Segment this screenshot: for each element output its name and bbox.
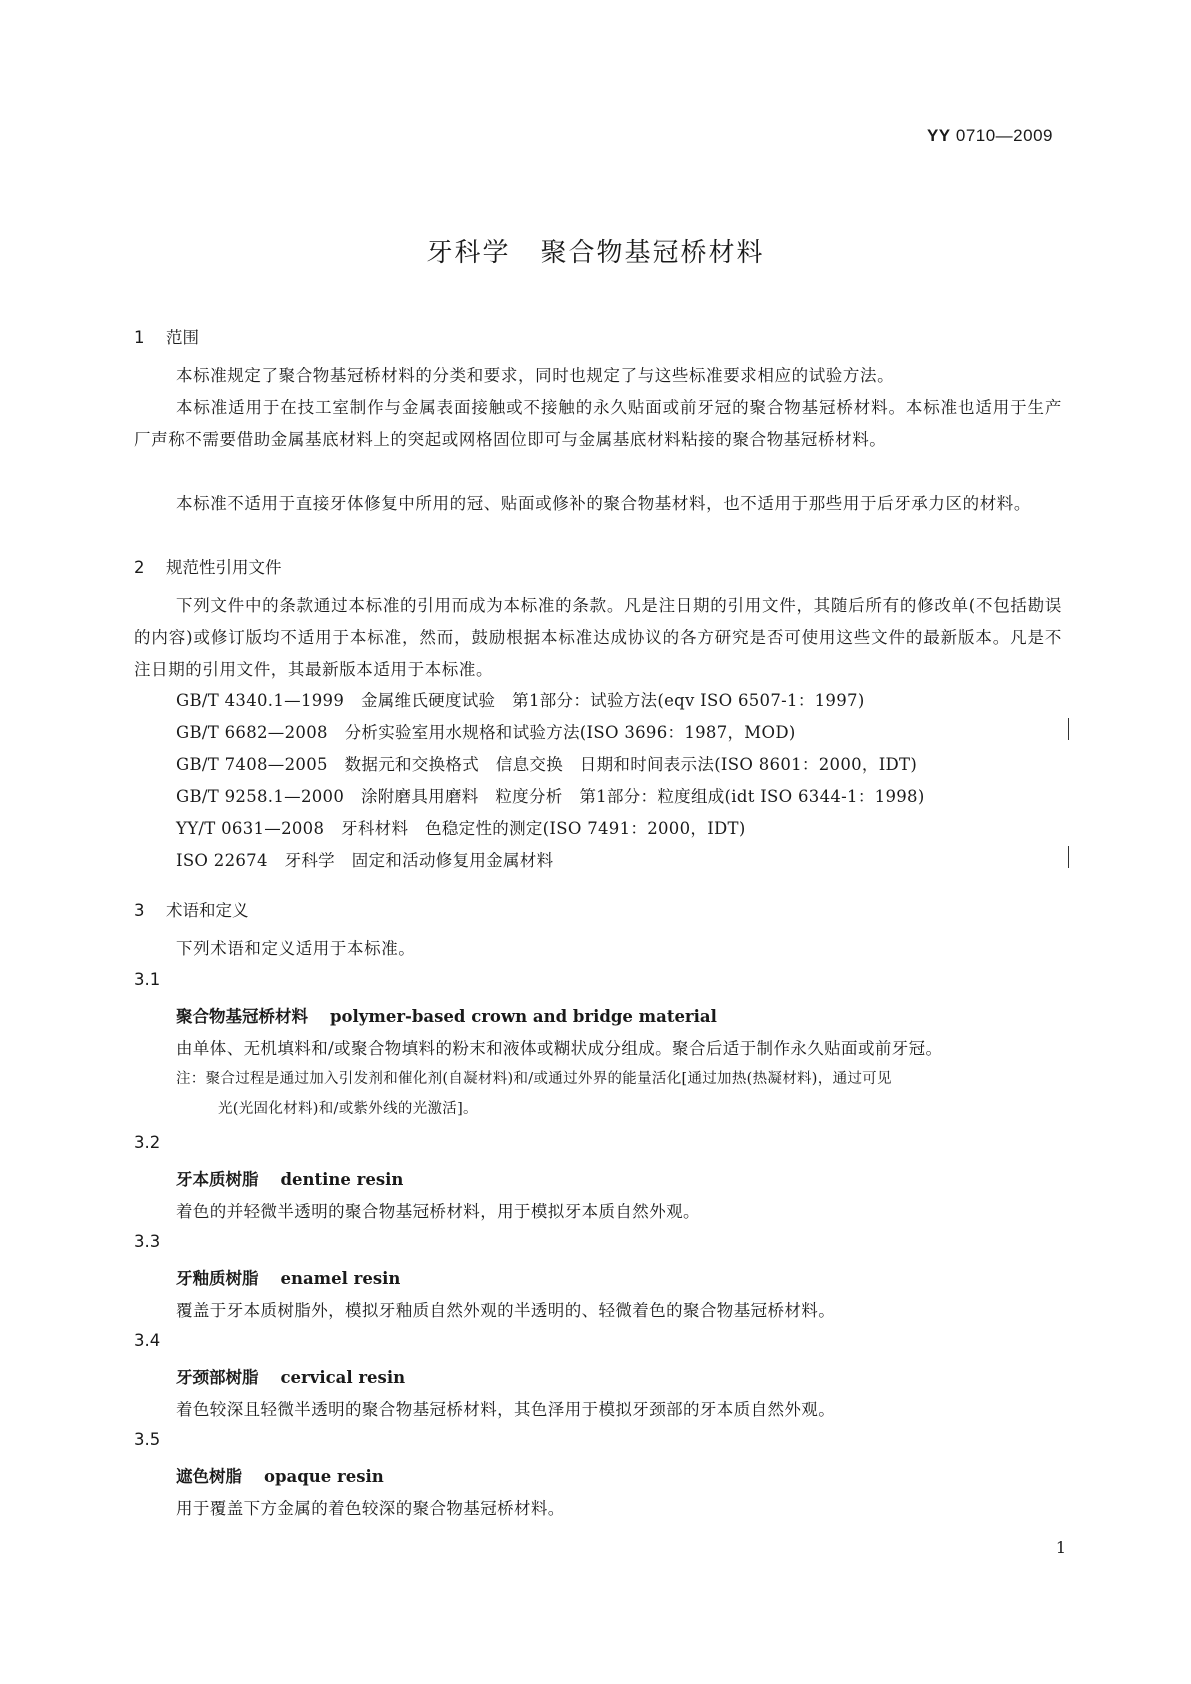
note-line: 光(光固化材料)和/或紫外线的光激活]。	[218, 1101, 478, 1117]
reference-item: GB/T 6682—2008 分析实验室用水规格和试验方法(ISO 3696：1987，MOD)	[176, 723, 796, 742]
term-en: opaque resin	[264, 1467, 384, 1486]
term-heading	[176, 1265, 400, 1289]
paragraph: 本标准适用于在技工室制作与金属表面接触或不接触的永久贴面或前牙冠的聚合物基冠桥材料。本标准也适用于生产厂声称不需要借助金属基底材料上的突起或网格固位即可与金属基底材料粘接的聚合物基冠桥材料。	[134, 398, 1062, 449]
note-line: 注：聚合过程是通过加入引发剂和催化剂(自凝材料)和/或通过外界的能量活化[通过加热(热凝材料)，通过可见	[176, 1071, 892, 1087]
term-zh: 牙颈部树脂	[176, 1368, 259, 1387]
revision-mark	[1068, 718, 1069, 740]
term-number: 3.5	[134, 1430, 161, 1449]
term-definition: 覆盖于牙本质树脂外，模拟牙釉质自然外观的半透明的、轻微着色的聚合物基冠桥材料。	[176, 1301, 836, 1320]
term-number: 3.4	[134, 1331, 161, 1350]
term-en: cervical resin	[280, 1368, 406, 1387]
reference-item: YY/T 0631—2008 牙科材料 色稳定性的测定(ISO 7491：2000，IDT)	[176, 819, 746, 838]
term-zh: 聚合物基冠桥材料	[176, 1007, 308, 1026]
term-definition: 由单体、无机填料和/或聚合物填料的粉末和液体或糊状成分组成。聚合后适于制作永久贴面或前牙冠。	[176, 1039, 943, 1058]
page-number: 1	[1055, 1538, 1066, 1557]
reference-item: ISO 22674 牙科学 固定和活动修复用金属材料	[176, 851, 554, 870]
term-zh: 牙本质树脂	[176, 1170, 259, 1189]
section-number: 3	[134, 901, 145, 920]
section-number: 2	[134, 558, 145, 577]
section-title: 规范性引用文件	[166, 558, 282, 577]
term-heading	[176, 1463, 384, 1487]
reference-item: GB/T 4340.1—1999 金属维氏硬度试验 第1部分：试验方法(eqv ISO 6507-1：1997)	[176, 691, 865, 710]
section-number: 1	[134, 328, 145, 347]
term-number: 3.1	[134, 970, 161, 989]
paragraph: 下列术语和定义适用于本标准。	[176, 939, 416, 958]
term-note	[176, 1064, 1062, 1124]
document-title	[0, 232, 1191, 269]
term-heading	[176, 1166, 403, 1190]
term-zh: 牙釉质树脂	[176, 1269, 259, 1288]
standard-prefix: YY	[926, 126, 951, 145]
reference-item: GB/T 7408—2005 数据元和交换格式 信息交换 日期和时间表示法(ISO 8601：2000，IDT)	[176, 755, 918, 774]
section-heading-scope	[134, 324, 199, 348]
term-en: dentine resin	[280, 1170, 404, 1189]
term-zh: 遮色树脂	[176, 1467, 242, 1486]
term-en: polymer-based crown and bridge material	[330, 1007, 717, 1026]
term-number: 3.3	[134, 1232, 161, 1251]
term-definition: 着色的并轻微半透明的聚合物基冠桥材料，用于模拟牙本质自然外观。	[176, 1202, 700, 1221]
standard-code: 0710—2009	[955, 126, 1053, 145]
section-title: 术语和定义	[166, 901, 249, 920]
standard-number	[927, 126, 1053, 146]
reference-item: GB/T 9258.1—2000 涂附磨具用磨料 粒度分析 第1部分：粒度组成(idt ISO 6344-1：1998)	[176, 787, 925, 806]
term-en: enamel resin	[280, 1269, 401, 1288]
revision-mark	[1068, 846, 1069, 868]
section-heading-terms	[134, 897, 249, 921]
paragraph: 本标准不适用于直接牙体修复中所用的冠、贴面或修补的聚合物基材料，也不适用于那些用于后牙承力区的材料。	[176, 494, 1031, 513]
paragraph: 本标准规定了聚合物基冠桥材料的分类和要求，同时也规定了与这些标准要求相应的试验方法。	[176, 366, 895, 385]
section-heading-normative-references	[134, 554, 282, 578]
term-definition: 用于覆盖下方金属的着色较深的聚合物基冠桥材料。	[176, 1499, 565, 1518]
title-part-2: 聚合物基冠桥材料	[540, 238, 765, 268]
term-heading	[176, 1003, 717, 1027]
term-number: 3.2	[134, 1133, 161, 1152]
paragraph: 下列文件中的条款通过本标准的引用而成为本标准的条款。凡是注日期的引用文件，其随后所有的修改单(不包括勘误的内容)或修订版均不适用于本标准，然而，鼓励根据本标准达成协议的各方研究是否可使用这些文件的最新版本。凡是不注日期的引用文件，其最新版本适用于本标准。	[134, 596, 1062, 679]
term-definition: 着色较深且轻微半透明的聚合物基冠桥材料，其色泽用于模拟牙颈部的牙本质自然外观。	[176, 1400, 836, 1419]
section-title: 范围	[166, 328, 199, 347]
term-heading	[176, 1364, 405, 1388]
title-part-1: 牙科学	[426, 238, 511, 268]
